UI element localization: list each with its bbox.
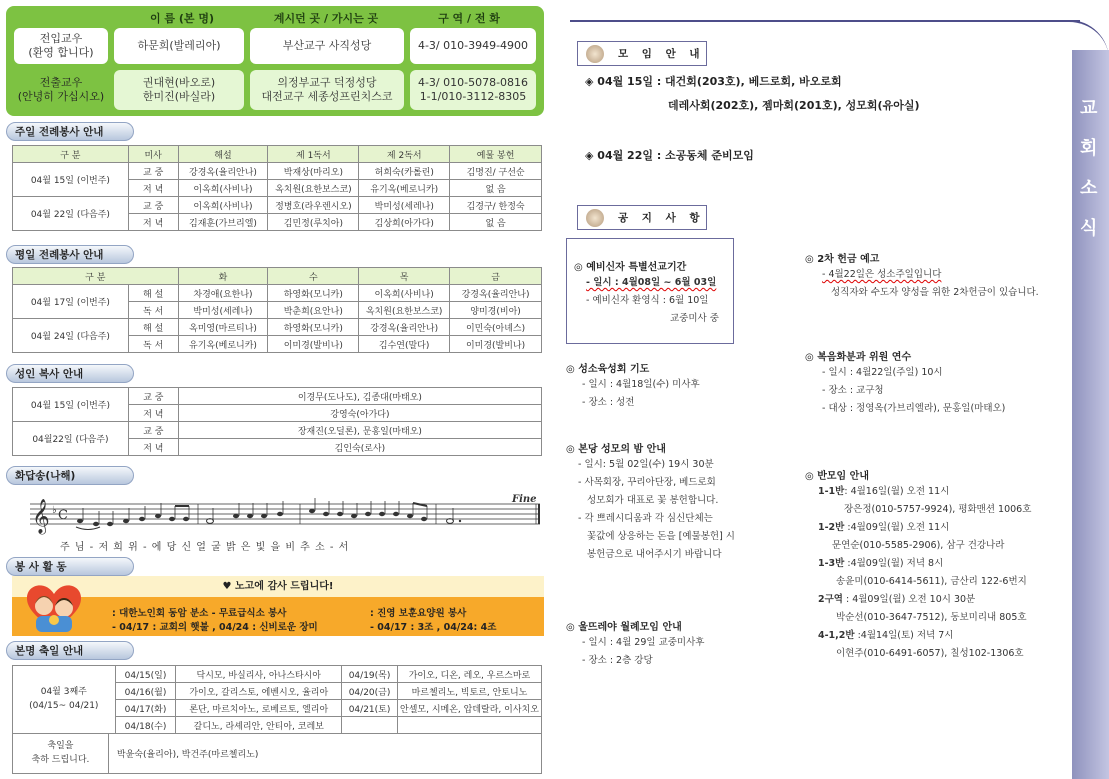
cell: 김민정(루치아) bbox=[268, 214, 359, 231]
cell: 하영화(모니카) bbox=[268, 285, 359, 302]
cell: 김인숙(로사) bbox=[178, 439, 541, 456]
transfer-out-label bbox=[10, 70, 112, 110]
cell: 이민숙(아녜스) bbox=[450, 319, 542, 336]
cell: 04/19(목) bbox=[342, 666, 398, 683]
cell: 장재진(오딜론), 문홍일(마태오) bbox=[178, 422, 541, 439]
gospel-line: - 장소 : 교구청 bbox=[822, 385, 884, 397]
face-icon bbox=[586, 209, 604, 227]
week-cell bbox=[13, 666, 116, 734]
ban-head: 2구역 bbox=[818, 594, 843, 606]
table-row bbox=[13, 422, 542, 439]
sidebar-char: 소 bbox=[1080, 178, 1098, 199]
ban-when: : 4월16일(월) 오전 11시 bbox=[844, 486, 950, 497]
transfer-in-place bbox=[250, 28, 404, 64]
vocation-title: ◎ 성소육성회 기도 bbox=[566, 364, 650, 375]
cell: 닥시모, 바실리사, 아나스타시아 bbox=[176, 666, 342, 683]
cell: 교 중 bbox=[128, 163, 178, 180]
special-line: - 일시 : 4월08일 ~ 6월 03일 bbox=[586, 277, 717, 288]
ultreya-title: ◎ 울뜨레야 월례모임 안내 bbox=[566, 622, 682, 633]
ban-item bbox=[818, 483, 1031, 501]
ban-when: :4월09일(월) 오전 11시 bbox=[844, 522, 950, 534]
cell: 박재상(마리오) bbox=[268, 163, 359, 180]
cell: 이옥희(사비나) bbox=[178, 197, 268, 214]
notice-tab bbox=[577, 205, 707, 230]
cell: 강경옥(율리안나) bbox=[450, 285, 542, 302]
ultreya-line: - 일시 : 4월 29일 교중미사후 bbox=[582, 637, 705, 648]
ban-head: 1-3반 bbox=[818, 558, 845, 570]
phone-line: 4-3/ 010-3949-4900 bbox=[417, 38, 529, 52]
cell: 론단, 마르치아노, 로베르토, 엘리아 bbox=[176, 700, 342, 717]
ultreya-line: - 장소 : 2층 강당 bbox=[582, 655, 653, 667]
hymn-tab: 화답송(나해) bbox=[6, 466, 134, 485]
bless-label-line: 축일을 bbox=[47, 741, 74, 751]
cell: 마르첼리노, 빅토르, 안토니노 bbox=[397, 683, 541, 700]
cell: 허희숙(카롤린) bbox=[359, 163, 450, 180]
cell: 박미성(세레나) bbox=[359, 197, 450, 214]
header-cell: 수 bbox=[268, 268, 359, 285]
service-tab: 봉 사 활 동 bbox=[6, 557, 134, 576]
meeting-line1: ◈ 04월 15일 : 대건회(203호), 베드로회, 바오로회 bbox=[585, 75, 842, 88]
bless-label bbox=[13, 734, 109, 774]
volunteers-illustration-icon bbox=[20, 580, 88, 636]
ban-where: 장은정(010-5757-9924), 평화맨션 1006호 bbox=[844, 504, 1032, 516]
service-heading-text: 노고에 감사 드립니다! bbox=[234, 581, 334, 592]
marian-line: 봉헌금으로 내어주시기 바랍니다 bbox=[587, 549, 722, 561]
gospel-title: ◎ 복음화분과 위원 연수 bbox=[805, 352, 912, 363]
bless-names: 박윤숙(율리아), 박건주(마르첼리노) bbox=[108, 734, 541, 774]
cell: 옥치원(요한보스코) bbox=[359, 302, 450, 319]
cell: 독 서 bbox=[128, 336, 178, 353]
ban-head: 1-2반 bbox=[818, 522, 845, 534]
ban-title: ◎ 반모임 안내 bbox=[805, 471, 869, 482]
special-title: ◎ 예비신자 특별선교기간 bbox=[574, 262, 687, 273]
hymn-lyrics: 주 님 - 저 희 위 - 에 당 신 얼 굴 밝 은 빛 을 비 추 소 - 서 bbox=[60, 542, 350, 553]
header-cell: 예물 봉헌 bbox=[450, 146, 542, 163]
ban-head: 1-1반 bbox=[818, 486, 845, 497]
table-row bbox=[13, 197, 542, 214]
label-line: 전출교우 bbox=[39, 75, 83, 89]
table-row bbox=[13, 666, 542, 683]
gospel-line: - 일시 : 4월22일(주일) 10시 bbox=[822, 367, 943, 378]
transfer-header-place: 계시던 곳 / 가시는 곳 bbox=[273, 12, 379, 25]
cell: 박미성(세레나) bbox=[178, 302, 268, 319]
cell: 김명진/ 구선순 bbox=[450, 163, 542, 180]
service-line: : 대한노인회 동암 분소 - 무료급식소 봉사 bbox=[112, 608, 287, 619]
header-cell: 구 분 bbox=[13, 146, 129, 163]
weekday-tab: 평일 전례봉사 안내 bbox=[6, 245, 134, 264]
feast-tab: 본명 축일 안내 bbox=[6, 641, 134, 660]
service-line: - 04/17 : 교회의 햇불 , 04/24 : 신비로운 장미 bbox=[112, 622, 318, 634]
cell: 옥치원(요한보스코) bbox=[268, 180, 359, 197]
bless-table bbox=[12, 733, 542, 774]
marian-line: 꽃값에 상응하는 돈을 [예물봉헌] 시 bbox=[587, 531, 735, 543]
svg-text:C: C bbox=[58, 508, 68, 523]
ban-list bbox=[818, 483, 1031, 663]
vocation-line: - 일시 : 4월18일(수) 미사후 bbox=[582, 379, 700, 390]
cell: 독 서 bbox=[128, 302, 178, 319]
header-cell: 제 1독서 bbox=[268, 146, 359, 163]
place-line: 의정부교구 덕정성당 bbox=[277, 75, 377, 89]
collection-line: 성직자와 수도자 양성을 위한 2차헌금이 있습니다. bbox=[831, 287, 1039, 299]
week-line: 04월 3째주 bbox=[40, 687, 87, 697]
cell: 저 녁 bbox=[128, 214, 178, 231]
ban-item bbox=[818, 627, 1031, 645]
cell: 유기옥(베로니카) bbox=[359, 180, 450, 197]
cell: 교 중 bbox=[128, 388, 178, 405]
cell: 이미경(발비나) bbox=[450, 336, 542, 353]
notice-tab-label: 공 지 사 항 bbox=[618, 212, 705, 224]
date-cell: 04월 24일 (다음주) bbox=[13, 319, 129, 353]
cell: 이옥희(사비나) bbox=[178, 180, 268, 197]
transfer-out-phone bbox=[410, 70, 536, 110]
table-row bbox=[13, 734, 542, 774]
adult-server-tab: 성인 복사 안내 bbox=[6, 364, 134, 383]
service-line: - 04/17 : 3조 , 04/24: 4조 bbox=[370, 622, 497, 634]
cell: 없 음 bbox=[450, 180, 542, 197]
cell: 안셀모, 시메온, 압데랄라, 이사치오 bbox=[397, 700, 541, 717]
cell: 저 녁 bbox=[128, 180, 178, 197]
table-row bbox=[13, 319, 542, 336]
gospel-lines bbox=[822, 364, 1005, 418]
sunday-table bbox=[12, 145, 542, 231]
collection-line: - 4월22일은 성소주일입니다 bbox=[822, 269, 942, 280]
transfer-out-name bbox=[114, 70, 244, 110]
ultreya-lines bbox=[582, 634, 704, 670]
marian-lines bbox=[578, 456, 735, 564]
header-cell: 목 bbox=[359, 268, 450, 285]
cell: 강경옥(율리안나) bbox=[178, 163, 268, 180]
date-cell: 04월 15일 (이번주) bbox=[13, 388, 129, 422]
table-row bbox=[13, 163, 542, 180]
cell: 이경무(도나도), 김종대(마태오) bbox=[178, 388, 541, 405]
cell: 김경구/ 한정숙 bbox=[450, 197, 542, 214]
sidebar-char: 회 bbox=[1080, 138, 1098, 159]
fine-mark: Fine bbox=[512, 494, 537, 505]
transfer-out-place bbox=[250, 70, 404, 110]
ban-where: 박순선(010-3647-7512), 동보미리내 805호 bbox=[836, 612, 1027, 624]
ban-when: : 4월09일(월) 오전 10시 30분 bbox=[842, 594, 976, 606]
service-right bbox=[370, 607, 496, 636]
special-line: 교중미사 중 bbox=[670, 313, 719, 325]
adult-server-table bbox=[12, 387, 542, 456]
cell: 강경옥(율리안나) bbox=[359, 319, 450, 336]
cell: 양미경(비아) bbox=[450, 302, 542, 319]
cell: 이옥희(사비나) bbox=[359, 285, 450, 302]
ban-where: 이현주(010-6491-6057), 칠성102-1306호 bbox=[836, 648, 1024, 660]
header-cell: 금 bbox=[450, 268, 542, 285]
cell: 갈디노, 라셰리안, 안티아, 코레보 bbox=[176, 717, 342, 734]
marian-line: - 일시: 5월 02일(수) 19시 30분 bbox=[578, 459, 714, 470]
service-heading bbox=[12, 576, 544, 597]
label-line: 전입교우 bbox=[39, 31, 83, 45]
face-icon bbox=[586, 45, 604, 63]
cell bbox=[342, 717, 398, 734]
svg-text:𝄞: 𝄞 bbox=[32, 499, 50, 534]
transfer-header-name: 이 름 (본 명) bbox=[149, 12, 215, 25]
cell: 해 설 bbox=[128, 319, 178, 336]
feast-table bbox=[12, 665, 542, 734]
bless-label-line: 축하 드립니다. bbox=[31, 754, 90, 765]
cell: 04/21(토) bbox=[342, 700, 398, 717]
ban-where: 송윤미(010-6414-5611), 금산리 122-6번지 bbox=[836, 576, 1027, 588]
ban-head: 4-1,2반 bbox=[818, 630, 855, 642]
ban-item bbox=[818, 591, 1031, 609]
cell: 박춘희(요안나) bbox=[268, 302, 359, 319]
collection-lines bbox=[822, 266, 1039, 302]
cell: 저 녁 bbox=[128, 439, 178, 456]
heart-icon: ♥ bbox=[222, 581, 232, 592]
name-line: 한미진(바실라) bbox=[142, 90, 216, 103]
week-line: (04/15~ 04/21) bbox=[29, 700, 99, 711]
header-cell: 해설 bbox=[178, 146, 268, 163]
cell: 해 설 bbox=[128, 285, 178, 302]
header-cell: 구 분 bbox=[13, 268, 179, 285]
header-cell: 미사 bbox=[128, 146, 178, 163]
phone-line: 1-1/010-3112-8305 bbox=[419, 90, 527, 103]
sunday-tab: 주일 전례봉사 안내 bbox=[6, 122, 134, 141]
cell: 하영화(모니카) bbox=[268, 319, 359, 336]
cell: 04/20(금) bbox=[342, 683, 398, 700]
cell: 저 녁 bbox=[128, 405, 178, 422]
cell: 가이오, 갈리스토, 에벤시오, 율리아 bbox=[176, 683, 342, 700]
meeting-line3: ◈ 04월 22일 : 소공동체 준비모임 bbox=[585, 149, 754, 162]
meeting-line2: 데레사회(202호), 젬마회(201호), 성모회(유아실) bbox=[668, 99, 920, 112]
table-row bbox=[13, 388, 542, 405]
ban-when: :4월14일(토) 저녁 7시 bbox=[854, 630, 954, 642]
date-cell: 04월 15일 (이번주) bbox=[13, 163, 129, 197]
ban-item bbox=[818, 555, 1031, 573]
name-line: 하문희(발레리아) bbox=[137, 38, 221, 52]
cell: 04/15(일) bbox=[115, 666, 176, 683]
label-line: (안녕히 가십시오) bbox=[17, 90, 105, 103]
name-line: 권대현(바오로) bbox=[142, 75, 216, 89]
sidebar-char: 식 bbox=[1080, 218, 1098, 239]
meeting-tab bbox=[577, 41, 707, 66]
gospel-line: - 대상 : 정영옥(가브리엘라), 문홍일(마태오) bbox=[822, 403, 1006, 415]
meeting-tab-label: 모 임 안 내 bbox=[618, 48, 705, 60]
special-line: - 예비신자 환영식 : 6월 10일 bbox=[586, 295, 709, 307]
cell: 김수연(말다) bbox=[359, 336, 450, 353]
cell: 정병호(라우렌시오) bbox=[268, 197, 359, 214]
weekday-table bbox=[12, 267, 542, 353]
cell bbox=[397, 717, 541, 734]
cell: 유기옥(베로니카) bbox=[178, 336, 268, 353]
marian-line: - 각 쁘레시디움과 각 심신단체는 bbox=[578, 513, 713, 525]
sidebar-char: 교 bbox=[1080, 98, 1098, 119]
marian-line: 성모회가 대표로 꽃 봉헌합니다. bbox=[587, 495, 719, 507]
transfer-panel bbox=[6, 6, 544, 116]
phone-line: 4-3/ 010-5078-0816 bbox=[417, 75, 529, 89]
service-left bbox=[112, 607, 318, 636]
cell: 04/17(화) bbox=[115, 700, 176, 717]
place-line: 대전교구 세종성프린치스코 bbox=[261, 90, 393, 103]
cell: 김재훈(가브리엘) bbox=[178, 214, 268, 231]
marian-line: - 사목회장, 꾸리아단장, 베드로회 bbox=[578, 477, 716, 489]
cell: 가이오, 디온, 레오, 우르스마로 bbox=[397, 666, 541, 683]
header-cell: 화 bbox=[178, 268, 268, 285]
marian-title: ◎ 본당 성모의 밤 안내 bbox=[566, 444, 666, 455]
special-lines bbox=[586, 274, 719, 328]
header-rule bbox=[570, 20, 1080, 27]
cell: 교 중 bbox=[128, 197, 178, 214]
vocation-lines bbox=[582, 376, 700, 412]
cell: 교 중 bbox=[128, 422, 178, 439]
date-cell: 04월22일 (다음주) bbox=[13, 422, 129, 456]
header-cell: 제 2독서 bbox=[359, 146, 450, 163]
vocation-line: - 장소 : 성전 bbox=[582, 397, 635, 409]
date-cell: 04월 22일 (다음주) bbox=[13, 197, 129, 231]
ban-item bbox=[818, 519, 1031, 537]
cell: 옥미영(마르티나) bbox=[178, 319, 268, 336]
service-line: : 진영 보훈요양원 봉사 bbox=[370, 608, 467, 619]
svg-text:♭: ♭ bbox=[52, 505, 57, 516]
cell: 차경애(요한나) bbox=[178, 285, 268, 302]
place-line: 부산교구 사직성당 bbox=[282, 38, 372, 52]
cell: 04/16(월) bbox=[115, 683, 176, 700]
ban-where: 문연순(010-5585-2906), 삼구 건강나라 bbox=[832, 540, 1005, 552]
transfer-in-name bbox=[114, 28, 244, 64]
transfer-in-label bbox=[14, 28, 108, 64]
label-line: (환영 합니다) bbox=[28, 46, 94, 59]
cell: 04/18(수) bbox=[115, 717, 176, 734]
date-cell: 04월 17일 (이번주) bbox=[13, 285, 129, 319]
ban-when: :4월09일(월) 저녁 8시 bbox=[844, 558, 944, 570]
transfer-header-phone: 구 역 / 전 화 bbox=[438, 12, 500, 25]
cell: 없 음 bbox=[450, 214, 542, 231]
transfer-in-phone bbox=[410, 28, 536, 64]
cell: 이미경(발비나) bbox=[268, 336, 359, 353]
table-row bbox=[13, 285, 542, 302]
cell: 강영숙(아가다) bbox=[178, 405, 541, 422]
music-staff bbox=[30, 494, 542, 542]
collection-title: ◎ 2차 헌금 예고 bbox=[805, 254, 880, 265]
cell: 김상희(아가다) bbox=[359, 214, 450, 231]
